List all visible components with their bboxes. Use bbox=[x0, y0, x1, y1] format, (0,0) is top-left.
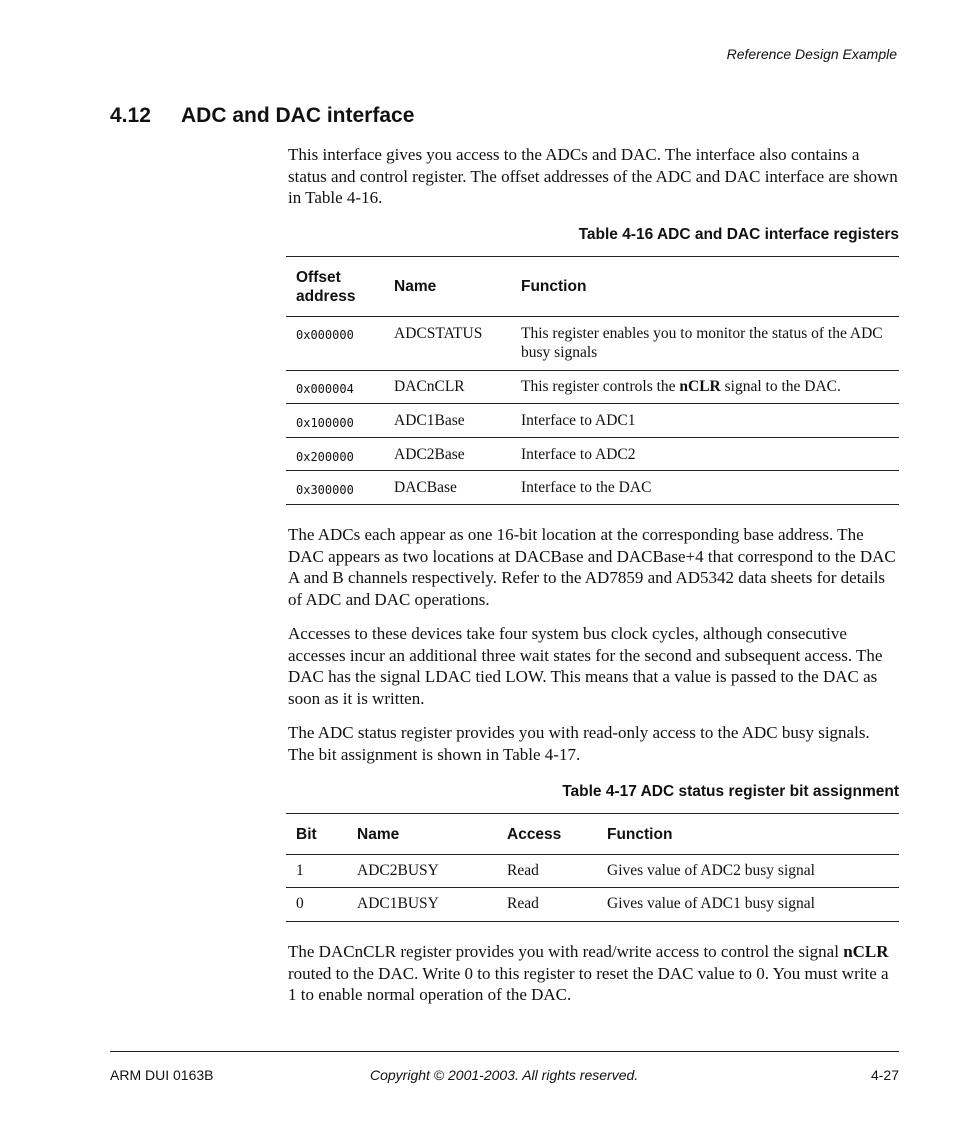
table-4-16 bbox=[286, 256, 899, 505]
function-cell: This register controls the nCLR signal to the DAC. bbox=[521, 378, 841, 395]
accesses-paragraph: Accesses to these devices take four system bus clock cycles, although consecutive accesses incur an additional three wait states for the second and subsequent access. The DAC has the signal LDAC tied LOW. This means that a value is passed to the DAC as soon as it is written. bbox=[288, 624, 883, 708]
adcs-paragraph: The ADCs each appear as one 16-bit location at the corresponding base address. The DAC appears as two locations at DACBase and DACBase+4 that correspond to the DAC A and B channels respectively. Refer to the AD7859 and AD5342 data sheets for details of ADC and DAC operations. bbox=[288, 525, 896, 609]
function-cell: Interface to ADC1 bbox=[521, 412, 636, 429]
dacnclr-paragraph: The DACnCLR register provides you with read/write access to control the signal nCLR routed to the DAC. Write 0 to this register to reset the DAC value to 0. You must write a 1 to enable normal operation of the DAC. bbox=[288, 942, 889, 1004]
name-cell: DACBase bbox=[394, 479, 457, 496]
function-cell: This register enables you to monitor the status of the ADC busy signals bbox=[521, 325, 883, 361]
footer-copyright: Copyright © 2001-2003. All rights reserved. bbox=[370, 1067, 639, 1083]
table-row bbox=[286, 888, 899, 922]
name-cell: ADC1Base bbox=[394, 412, 465, 429]
header-access: Access bbox=[507, 825, 562, 843]
name-cell: ADC2Base bbox=[394, 446, 465, 463]
function-cell: Interface to ADC2 bbox=[521, 446, 636, 463]
header-name: Name bbox=[394, 278, 437, 295]
offset-cell: 0x200000 bbox=[296, 450, 354, 464]
header-name: Name bbox=[357, 825, 400, 843]
table-row bbox=[286, 438, 899, 471]
header-function: Function bbox=[521, 278, 587, 295]
table-4-17 bbox=[286, 813, 899, 922]
name-cell: DACnCLR bbox=[394, 378, 465, 395]
function-cell: Gives value of ADC1 busy signal bbox=[607, 895, 815, 912]
section-heading bbox=[110, 104, 414, 128]
offset-cell: 0x300000 bbox=[296, 483, 354, 497]
offset-cell: 0x000004 bbox=[296, 382, 354, 396]
table-row bbox=[286, 404, 899, 438]
table-4-16-caption: Table 4-16 ADC and DAC interface registers bbox=[578, 226, 899, 243]
name-cell: ADCSTATUS bbox=[394, 325, 483, 342]
signal-name: nCLR bbox=[679, 378, 721, 395]
access-cell: Read bbox=[507, 862, 539, 879]
running-header: Reference Design Example bbox=[726, 46, 897, 62]
bit-cell: 0 bbox=[296, 895, 304, 912]
header-offset-address: Offset address bbox=[296, 268, 356, 305]
function-cell: Gives value of ADC2 busy signal bbox=[607, 862, 815, 879]
table-row bbox=[286, 317, 899, 371]
intro-paragraph: This interface gives you access to the ADCs and DAC. The interface also contains a status and control register. The offset addresses of the ADC and DAC interface are shown in Table 4-16. bbox=[288, 145, 898, 207]
section-title: ADC and DAC interface bbox=[181, 104, 415, 127]
status-paragraph: The ADC status register provides you with read-only access to the ADC busy signals. The bit assignment is shown in Table 4-17. bbox=[288, 723, 870, 764]
table-header-row bbox=[286, 257, 899, 317]
header-function: Function bbox=[607, 825, 673, 843]
offset-cell: 0x100000 bbox=[296, 416, 354, 430]
access-cell: Read bbox=[507, 895, 539, 912]
function-cell: Interface to the DAC bbox=[521, 479, 652, 496]
name-cell: ADC2BUSY bbox=[357, 862, 439, 879]
footer-divider bbox=[110, 1051, 899, 1052]
table-header-row bbox=[286, 814, 899, 855]
table-row bbox=[286, 371, 899, 404]
table-row bbox=[286, 855, 899, 888]
footer-page-number: 4-27 bbox=[870, 1067, 899, 1083]
name-cell: ADC1BUSY bbox=[357, 895, 439, 912]
bit-cell: 1 bbox=[296, 862, 304, 879]
footer-document-id: ARM DUI 0163B bbox=[110, 1067, 214, 1083]
signal-name: nCLR bbox=[843, 942, 889, 961]
offset-cell: 0x000000 bbox=[296, 328, 354, 342]
header-bit: Bit bbox=[296, 825, 317, 843]
table-4-17-caption: Table 4-17 ADC status register bit assignment bbox=[562, 783, 899, 800]
table-row bbox=[286, 471, 899, 505]
section-number: 4.12 bbox=[110, 104, 151, 127]
